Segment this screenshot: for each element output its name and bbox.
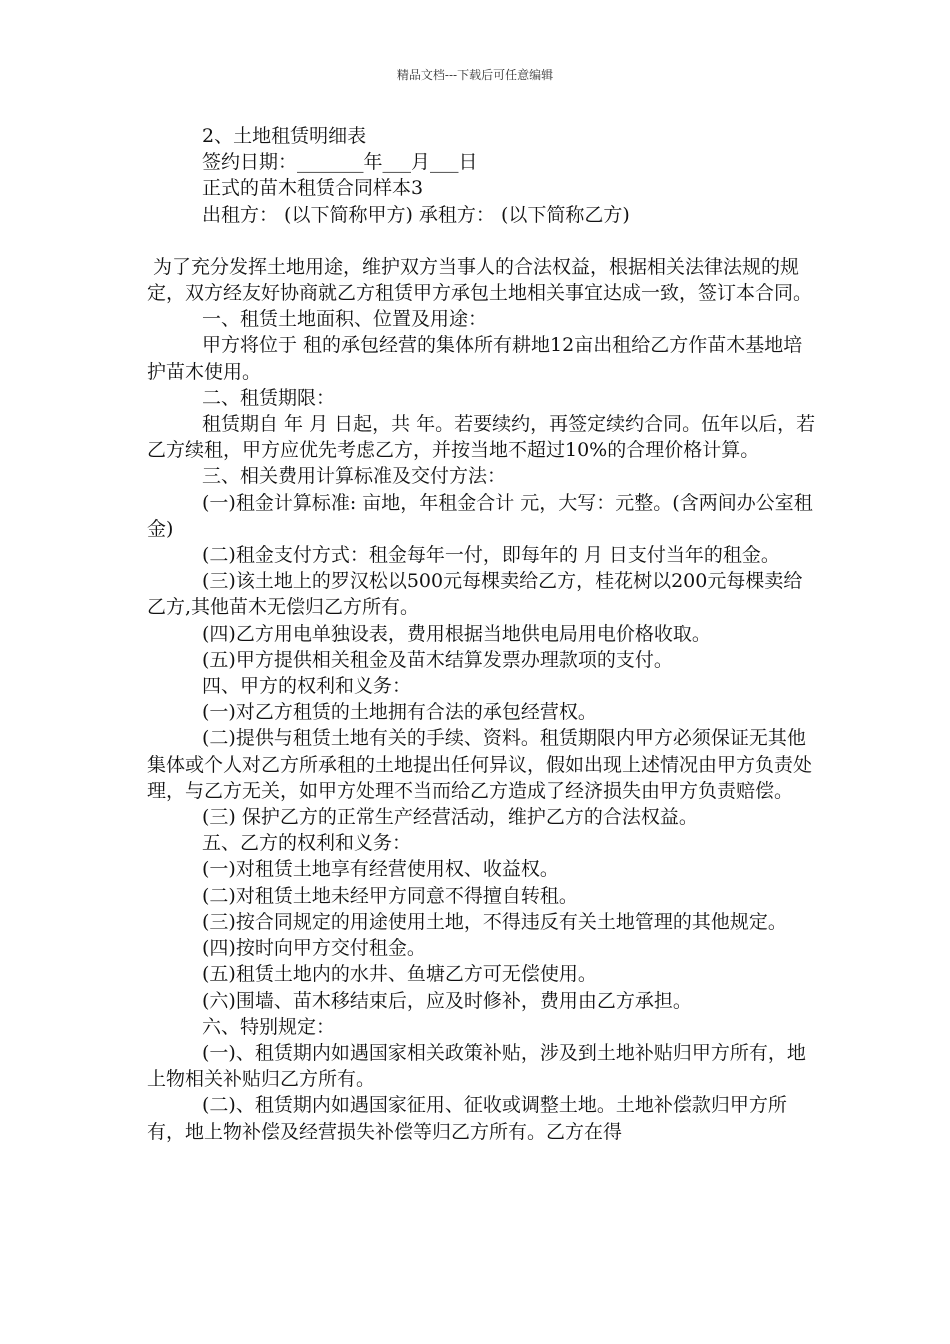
clause-item: (一)对乙方租赁的土地拥有合法的承包经营权。 [202, 701, 597, 724]
appendix-title: 2、土地租赁明细表 [202, 125, 367, 147]
clause-item: (四)按时向甲方交付租金。 [202, 937, 426, 960]
clause-item: (五)甲方提供相关租金及苗木结算发票办理款项的支付。 [202, 648, 673, 671]
page-header: 精品文档---下载后可任意编辑 [396, 68, 554, 82]
clause-item: (二)提供与租赁土地有关的手续、资料。租赁期限内甲方必须保证无其他集体或个人对乙方所承租的土地提出任何异议，假如出现上述情况由甲方负责处理，与乙方无关，如甲方处理不当而给乙方造成了经济损失由甲方负责赔偿。 [147, 727, 813, 802]
clause-item: (二)租金支付方式：租金每年一付，即每年的 月 日支付当年的租金。 [202, 544, 780, 567]
clause-item: (六)围墙、苗木移结束后，应及时修补，费用由乙方承担。 [202, 989, 692, 1012]
clause-item: (二)对租赁土地未经甲方同意不得擅自转租。 [202, 884, 578, 907]
clause-item: (三) 保护乙方的正常生产经营活动，维护乙方的合法权益。 [202, 806, 698, 829]
clause-item: (三)该土地上的罗汉松以500元每棵卖给乙方，桂花树以200元每棵卖给乙方,其他苗木无偿归乙方所有。 [147, 570, 803, 619]
section-heading-1: 一、租赁土地面积、位置及用途： [202, 308, 488, 331]
paragraph: 甲方将位于 租的承包经营的集体所有耕地12亩出租给乙方作苗木基地培护苗木使用。 [147, 334, 803, 383]
clause-item: (三)按合同规定的用途使用土地，不得违反有关土地管理的其他规定。 [202, 910, 787, 933]
clause-item: (一)对租赁土地享有经营使用权、收益权。 [202, 858, 559, 881]
clause-item: (五)租赁土地内的水井、鱼塘乙方可无偿使用。 [202, 963, 597, 986]
section-heading-3: 三、相关费用计算标准及交付方法： [202, 465, 507, 488]
clause-item: (一)租金计算标准: 亩地，年租金合计 元，大写：元整。(含两间办公室租金) [147, 491, 813, 540]
signing-date-line: 签约日期：_______年___月___日 [202, 151, 478, 174]
clause-item: (四)乙方用电单独设表，费用根据当地供电局用电价格收取。 [202, 622, 711, 645]
parties-line: 出租方： (以下简称甲方) 承租方： (以下简称乙方) [202, 203, 630, 226]
preamble-paragraph: 为了充分发挥土地用途，维护双方当事人的合法权益，根据相关法律法规的规定，双方经友好协商就乙方租赁甲方承包土地相关事宜达成一致，签订本合同。 [147, 255, 813, 305]
clause-item: (一)、租赁期内如遇国家相关政策补贴，涉及到土地补贴归甲方所有，地上物相关补贴归乙方所有。 [147, 1041, 806, 1091]
section-heading-5: 五、乙方的权利和义务： [202, 832, 412, 855]
document-body [147, 123, 817, 1145]
clause-item: (二)、租赁期内如遇国家征用、征收或调整土地。土地补偿款归甲方所有，地上物补偿及经营损失补偿等归乙方所有。乙方在得 [147, 1094, 787, 1143]
contract-title: 正式的苗木租赁合同样本3 [202, 177, 424, 200]
section-heading-6: 六、特别规定： [202, 1015, 336, 1038]
paragraph: 租赁期自 年 月 日起，共 年。若要续约，再签定续约合同。伍年以后，若乙方续租，甲方应优先考虑乙方，并按当地不超过10%的合理价格计算。 [147, 413, 816, 462]
section-heading-4: 四、甲方的权利和义务： [202, 675, 412, 698]
section-heading-2: 二、租赁期限： [202, 386, 336, 409]
blank-line [147, 228, 817, 254]
